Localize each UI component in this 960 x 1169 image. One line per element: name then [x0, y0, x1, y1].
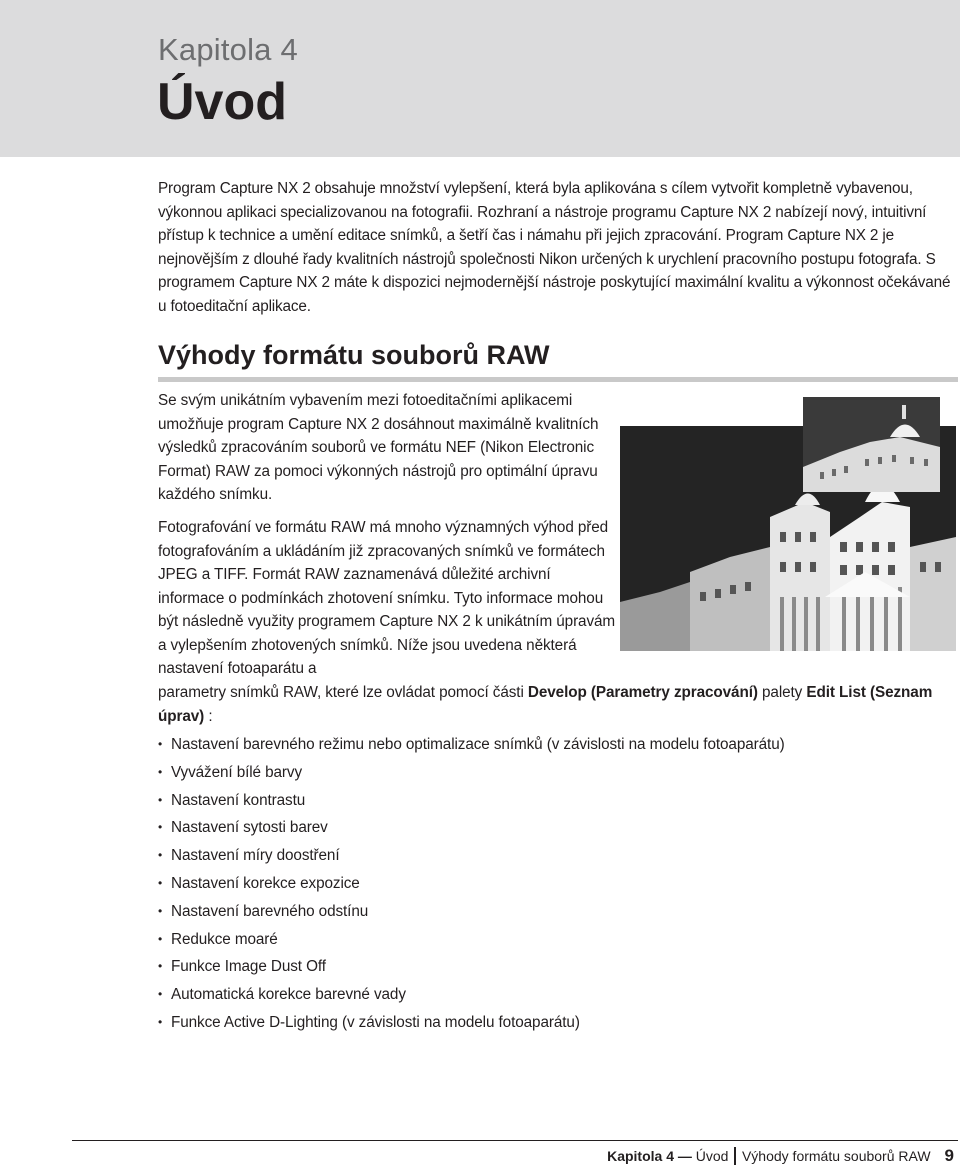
section-rule — [158, 377, 958, 382]
list-item: • Nastavení barevného odstínu — [158, 898, 958, 926]
list-item: • Vyvážení bílé barvy — [158, 759, 958, 787]
edit-list-label: Edit List (Seznam úprav) — [158, 684, 933, 725]
footer-separator — [734, 1147, 736, 1165]
raw-advantages-paragraph-continued — [158, 681, 958, 728]
list-item: • Nastavení sytosti barev — [158, 814, 958, 842]
footer-rule — [72, 1140, 958, 1141]
list-item: • Nastavení kontrastu — [158, 787, 958, 815]
list-item: • Nastavení barevného režimu nebo optimalizace snímků (v závislosti na modelu fotoaparátu) — [158, 731, 958, 759]
list-item: • Funkce Image Dust Off — [158, 953, 958, 981]
raw-advantages-paragraph: Fotografování ve formátu RAW má mnoho významných výhod před fotografováním a ukládáním již zpracovaných snímků ve formátech JPEG a TIFF. Formát RAW zaznamenává důležité archivní informace o podmínkách zhotovení snímku. Tyto informace mohou být následně využity programem Capture NX 2 k unikátním úpravám a vylepšením zhotovených snímků. Níže jsou uvedena některá nastavení fotoaparátu a — [158, 519, 616, 677]
chapter-header-band — [0, 0, 960, 157]
footer-section: Výhody formátu souborů RAW — [741, 1148, 931, 1164]
intro-paragraph: Program Capture NX 2 obsahuje množství vylepšení, která byla aplikována s cílem vytvořit kompletně vybavenou, výkonnou aplikaci specializovanou na fotografii. Rozhraní a nástroje programu Capture NX 2 nabízejí nový, intuitivní přístup k technice a umění editace snímků, a šetří čas i námahu při jejich zpracování. Program Capture NX 2 je nejnovějším z dlouhé řady kvalitních nástrojů společnosti Nikon určených k urychlení pracovního postupu fotografa. S programem Capture NX 2 máte k dispozici nejmodernější nástroje poskytující maximální kvalitu a výkonnost očekávané u fotoeditační aplikace. — [158, 180, 951, 315]
paragraph-text: parametry snímků RAW, které lze ovládat pomocí části — [158, 684, 524, 701]
building-photo — [620, 397, 956, 651]
raw-settings-list — [158, 731, 958, 1037]
paragraph-text: palety — [762, 684, 803, 701]
list-item: • Nastavení míry doostření — [158, 842, 958, 870]
footer-dash: — — [677, 1148, 692, 1164]
page-number: 9 — [944, 1146, 954, 1165]
list-item: • Automatická korekce barevné vady — [158, 981, 958, 1009]
list-item: • Nastavení korekce expozice — [158, 870, 958, 898]
list-item: • Funkce Active D-Lighting (v závislosti na modelu fotoaparátu) — [158, 1009, 958, 1037]
section-heading: Výhody formátu souborů RAW — [158, 340, 550, 370]
footer-chapter: Kapitola 4 — [607, 1148, 674, 1164]
chapter-label: Kapitola 4 — [158, 32, 298, 67]
page-title: Úvod — [157, 73, 287, 131]
paragraph-text: : — [208, 707, 213, 725]
page-footer — [607, 1146, 954, 1166]
raw-intro-paragraph: Se svým unikátním vybavením mezi fotoeditačními aplikacemi umožňuje program Capture NX 2 dosáhnout maximálně kvalitních výsledků zpracováním souborů ve formátu NEF (Nikon Electronic Format) RAW za pomoci výkonných nástrojů pro optimální úpravu každého snímku. — [158, 392, 599, 503]
list-item: • Redukce moaré — [158, 926, 958, 954]
footer-title: Úvod — [695, 1148, 729, 1164]
inset-photo — [803, 397, 940, 492]
develop-label: Develop (Parametry zpracování) — [527, 684, 758, 701]
